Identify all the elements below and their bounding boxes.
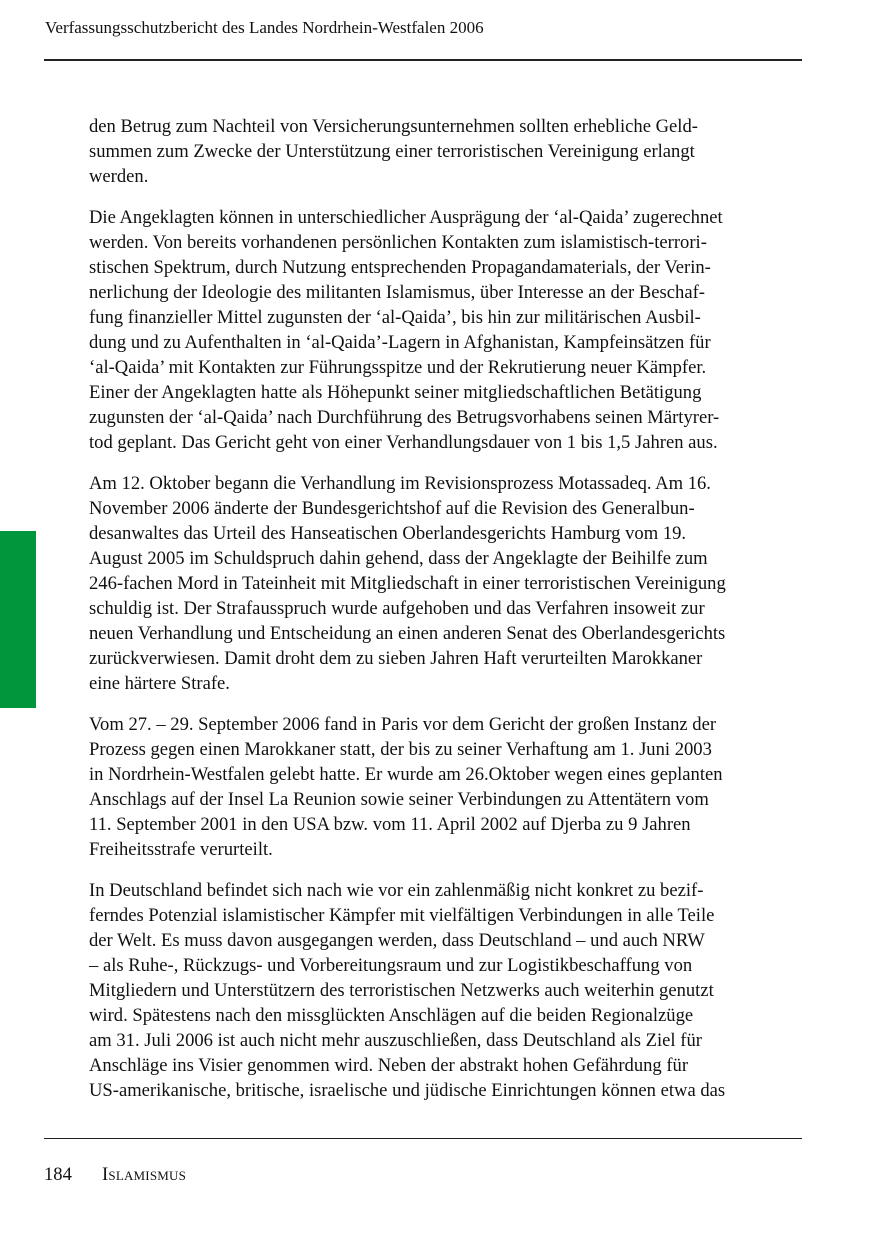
- text-line: zugunsten der ‘al-Qaida’ nach Durchführung des Betrugsvorhabens seinen Märtyrer-: [89, 407, 720, 428]
- text-line: nerlichung der Ideologie des militanten Islamismus, über Interesse an der Beschaf-: [89, 282, 705, 303]
- text-line: Die Angeklagten können in unterschiedlicher Ausprägung der ‘al-Qaida’ zugerechnet: [89, 207, 723, 228]
- text-line: der Welt. Es muss davon ausgegangen werden, dass Deutschland – und auch NRW: [89, 930, 705, 951]
- text-line: tod geplant. Das Gericht geht von einer Verhandlungsdauer von 1 bis 1,5 Jahren aus.: [89, 432, 718, 453]
- text-line: November 2006 änderte der Bundesgerichtshof auf die Revision des Generalbun-: [89, 498, 695, 519]
- text-line: am 31. Juli 2006 ist auch nicht mehr auszuschließen, dass Deutschland als Ziel für: [89, 1030, 702, 1051]
- text-line: werden. Von bereits vorhandenen persönlichen Kontakten zum islamistisch-terrori-: [89, 232, 707, 253]
- header-rule: [44, 59, 802, 61]
- text-line: Einer der Angeklagten hatte als Höhepunkt seiner mitgliedschaftlichen Betätigung: [89, 382, 702, 403]
- text-line: zurückverwiesen. Damit droht dem zu sieben Jahren Haft verurteilten Marokkaner: [89, 648, 703, 669]
- text-line: fung finanzieller Mittel zugunsten der ‘al-Qaida’, bis hin zur militärischen Ausbil-: [89, 307, 701, 328]
- text-line: US-amerikanische, britische, israelische und jüdische Einrichtungen können etwa das: [89, 1080, 726, 1101]
- text-line: Mitgliedern und Unterstützern des terroristischen Netzwerks auch weiterhin genutzt: [89, 980, 714, 1001]
- text-line: Anschläge ins Visier genommen wird. Neben der abstrakt hohen Gefährdung für: [89, 1055, 689, 1076]
- text-line: werden.: [89, 166, 149, 187]
- text-line: neuen Verhandlung und Entscheidung an einen anderen Senat des Oberlandesgerichts: [89, 623, 726, 644]
- text-line: 11. September 2001 in den USA bzw. vom 11. April 2002 auf Djerba zu 9 Jahren: [89, 814, 691, 835]
- page-number: 184: [44, 1164, 72, 1185]
- running-header-title: Verfassungsschutzbericht des Landes Nordrhein-Westfalen 2006: [45, 18, 484, 37]
- section-name: Islamismus: [102, 1164, 187, 1185]
- text-line: – als Ruhe-, Rückzugs- und Vorbereitungsraum und zur Logistikbeschaffung von: [89, 955, 693, 976]
- text-line: Prozess gegen einen Marokkaner statt, der bis zu seiner Verhaftung am 1. Juni 2003: [89, 739, 712, 760]
- text-line: Vom 27. – 29. September 2006 fand in Paris vor dem Gericht der großen Instanz der: [89, 714, 717, 735]
- text-line: desanwaltes das Urteil des Hanseatischen Oberlandesgerichts Hamburg vom 19.: [89, 523, 687, 544]
- text-line: schuldig ist. Der Strafausspruch wurde aufgehoben und das Verfahren insoweit zur: [89, 598, 705, 619]
- text-line: August 2005 im Schuldspruch dahin gehend, dass der Angeklagte der Beihilfe zum: [89, 548, 708, 569]
- paragraph-1: [89, 114, 803, 189]
- paragraph-4: [89, 712, 803, 862]
- chapter-tab-marker: [0, 531, 36, 708]
- text-line: den Betrug zum Nachteil von Versicherungsunternehmen sollten erhebliche Geld-: [89, 116, 698, 137]
- body-text: [89, 114, 803, 1119]
- text-line: Anschlags auf der Insel La Reunion sowie seiner Verbindungen zu Attentätern vom: [89, 789, 709, 810]
- text-line: in Nordrhein-Westfalen gelebt hatte. Er wurde am 26.Oktober wegen eines geplanten: [89, 764, 723, 785]
- text-line: dung und zu Aufenthalten in ‘al-Qaida’-Lagern in Afghanistan, Kampfeinsätzen für: [89, 332, 711, 353]
- text-line: ‘al-Qaida’ mit Kontakten zur Führungsspitze und der Rekrutierung neuer Kämpfer.: [89, 357, 707, 378]
- text-line: ferndes Potenzial islamistischer Kämpfer mit vielfältigen Verbindungen in alle Teile: [89, 905, 715, 926]
- paragraph-3: [89, 471, 803, 696]
- text-line: stischen Spektrum, durch Nutzung entsprechenden Propagandamaterials, der Verin-: [89, 257, 711, 278]
- text-line: eine härtere Strafe.: [89, 673, 230, 694]
- text-line: 246-fachen Mord in Tateinheit mit Mitgliedschaft in einer terroristischen Vereinigung: [89, 573, 726, 594]
- text-line: summen zum Zwecke der Unterstützung einer terroristischen Vereinigung erlangt: [89, 141, 695, 162]
- paragraph-5: [89, 878, 803, 1103]
- text-line: In Deutschland befindet sich nach wie vor ein zahlenmäßig nicht konkret zu bezif-: [89, 880, 704, 901]
- footer-rule: [44, 1138, 802, 1139]
- text-line: Freiheitsstrafe verurteilt.: [89, 839, 273, 860]
- text-line: wird. Spätestens nach den missglückten Anschlägen auf die beiden Regionalzüge: [89, 1005, 694, 1026]
- text-line: Am 12. Oktober begann die Verhandlung im Revisionsprozess Motassadeq. Am 16.: [89, 473, 711, 494]
- paragraph-2: [89, 205, 803, 455]
